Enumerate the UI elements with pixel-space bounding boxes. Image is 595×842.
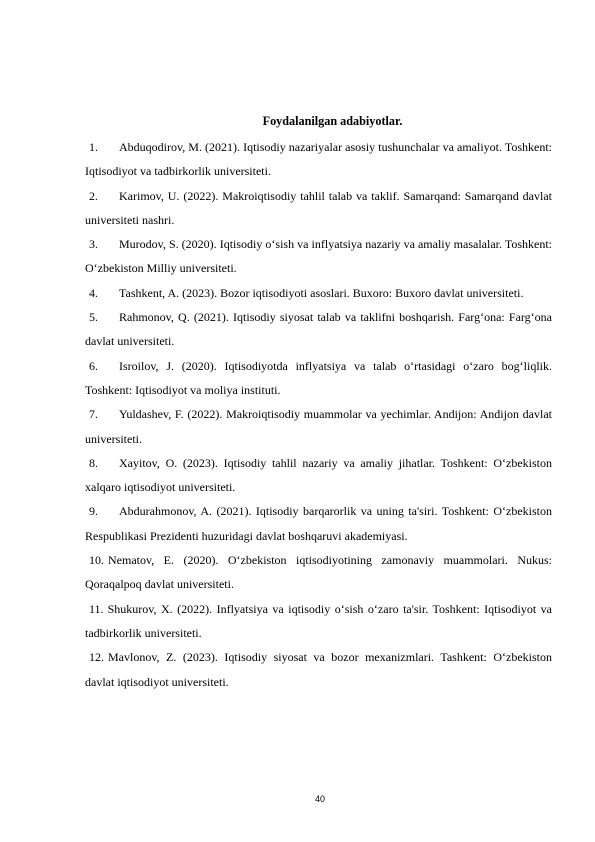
reference-number: 12. xyxy=(89,650,104,665)
reference-number: 1. xyxy=(89,140,98,154)
reference-text: Nematov, E. (2020). O‘zbekiston iqtisodiyotining zamonaviy muammolari. Nukus: Qoraqalpoq davlat universiteti. xyxy=(85,553,552,592)
reference-item xyxy=(85,597,552,646)
reference-item xyxy=(85,184,552,233)
reference-text: Isroilov, J. (2020). Iqtisodiyotda inflyatsiya va talab o‘rtasidagi o‘zaro bog‘liqlik. Toshkent: Iqtisodiyot va moliya instituti. xyxy=(85,358,552,397)
reference-item xyxy=(85,281,552,305)
reference-number: 6. xyxy=(89,358,98,373)
reference-item xyxy=(85,451,552,500)
reference-number: 3. xyxy=(89,237,98,252)
reference-text: Xayitov, O. (2023). Iqtisodiy tahlil nazariy va amaliy jihatlar. Toshkent: O‘zbekiston xalqaro iqtisodiyot universiteti. xyxy=(85,455,552,495)
reference-number: 7. xyxy=(89,407,98,422)
reference-item xyxy=(85,305,552,354)
reference-number: 8. xyxy=(89,455,98,470)
reference-item xyxy=(85,402,552,451)
reference-text: Murodov, S. (2020). Iqtisodiy o‘sish va inflyatsiya nazariy va amaliy masalalar. Toshkent: O‘zbekiston Milliy universiteti. xyxy=(85,237,552,276)
reference-text: Karimov, U. (2022). Makroiqtisodiy tahlil talab va taklif. Samarqand: Samarqand davlat universiteti nashri. xyxy=(85,188,552,227)
reference-text: Shukurov, X. (2022). Inflyatsiya va iqtisodiy o‘sish o‘zaro ta'sir. Toshkent: Iqtisodiyot va tadbirkorlik universiteti. xyxy=(85,601,552,640)
reference-text: Abdurahmonov, A. (2021). Iqtisodiy barqarorlik va uning ta'siri. Toshkent: O‘zbekiston Respublikasi Prezidenti huzuridagi davlat boshqaruvi akademiyasi. xyxy=(85,504,552,543)
reference-text: Tashkent, A. (2023). Bozor iqtisodiyoti asoslari. Buxoro: Buxoro davlat universiteti. xyxy=(119,285,524,300)
reference-item xyxy=(85,232,552,281)
reference-item xyxy=(85,548,552,597)
reference-item xyxy=(85,354,552,403)
reference-text: Abduqodirov, M. (2021). Iqtisodiy nazariyalar asosiy tushunchalar va amaliyot. Toshkent: Iqtisodiyot va tadbirkorlik universiteti. xyxy=(85,140,552,179)
reference-number: 4. xyxy=(89,285,98,300)
reference-item xyxy=(85,645,552,694)
reference-item xyxy=(85,135,552,184)
references-list xyxy=(85,135,552,694)
reference-text: Yuldashev, F. (2022). Makroiqtisodiy muammolar va yechimlar. Andijon: Andijon davlat universiteti. xyxy=(85,407,552,446)
reference-number: 5. xyxy=(89,310,98,325)
reference-item xyxy=(85,499,552,548)
reference-number: 2. xyxy=(89,188,98,203)
page-number: 40 xyxy=(314,794,325,804)
reference-number: 10. xyxy=(89,553,104,568)
reference-number: 9. xyxy=(89,504,98,519)
references-heading: Foydalanilgan adabiyotlar. xyxy=(262,114,403,128)
reference-text: Rahmonov, Q. (2021). Iqtisodiy siyosat talab va taklifni boshqarish. Farg‘ona: Farg‘ona davlat universiteti. xyxy=(85,310,552,349)
reference-number: 11. xyxy=(89,601,104,616)
document-page xyxy=(85,113,552,694)
reference-text: Mavlonov, Z. (2023). Iqtisodiy siyosat va bozor mexanizmlari. Tashkent: O‘zbekiston davlat iqtisodiyot universiteti. xyxy=(85,650,552,689)
